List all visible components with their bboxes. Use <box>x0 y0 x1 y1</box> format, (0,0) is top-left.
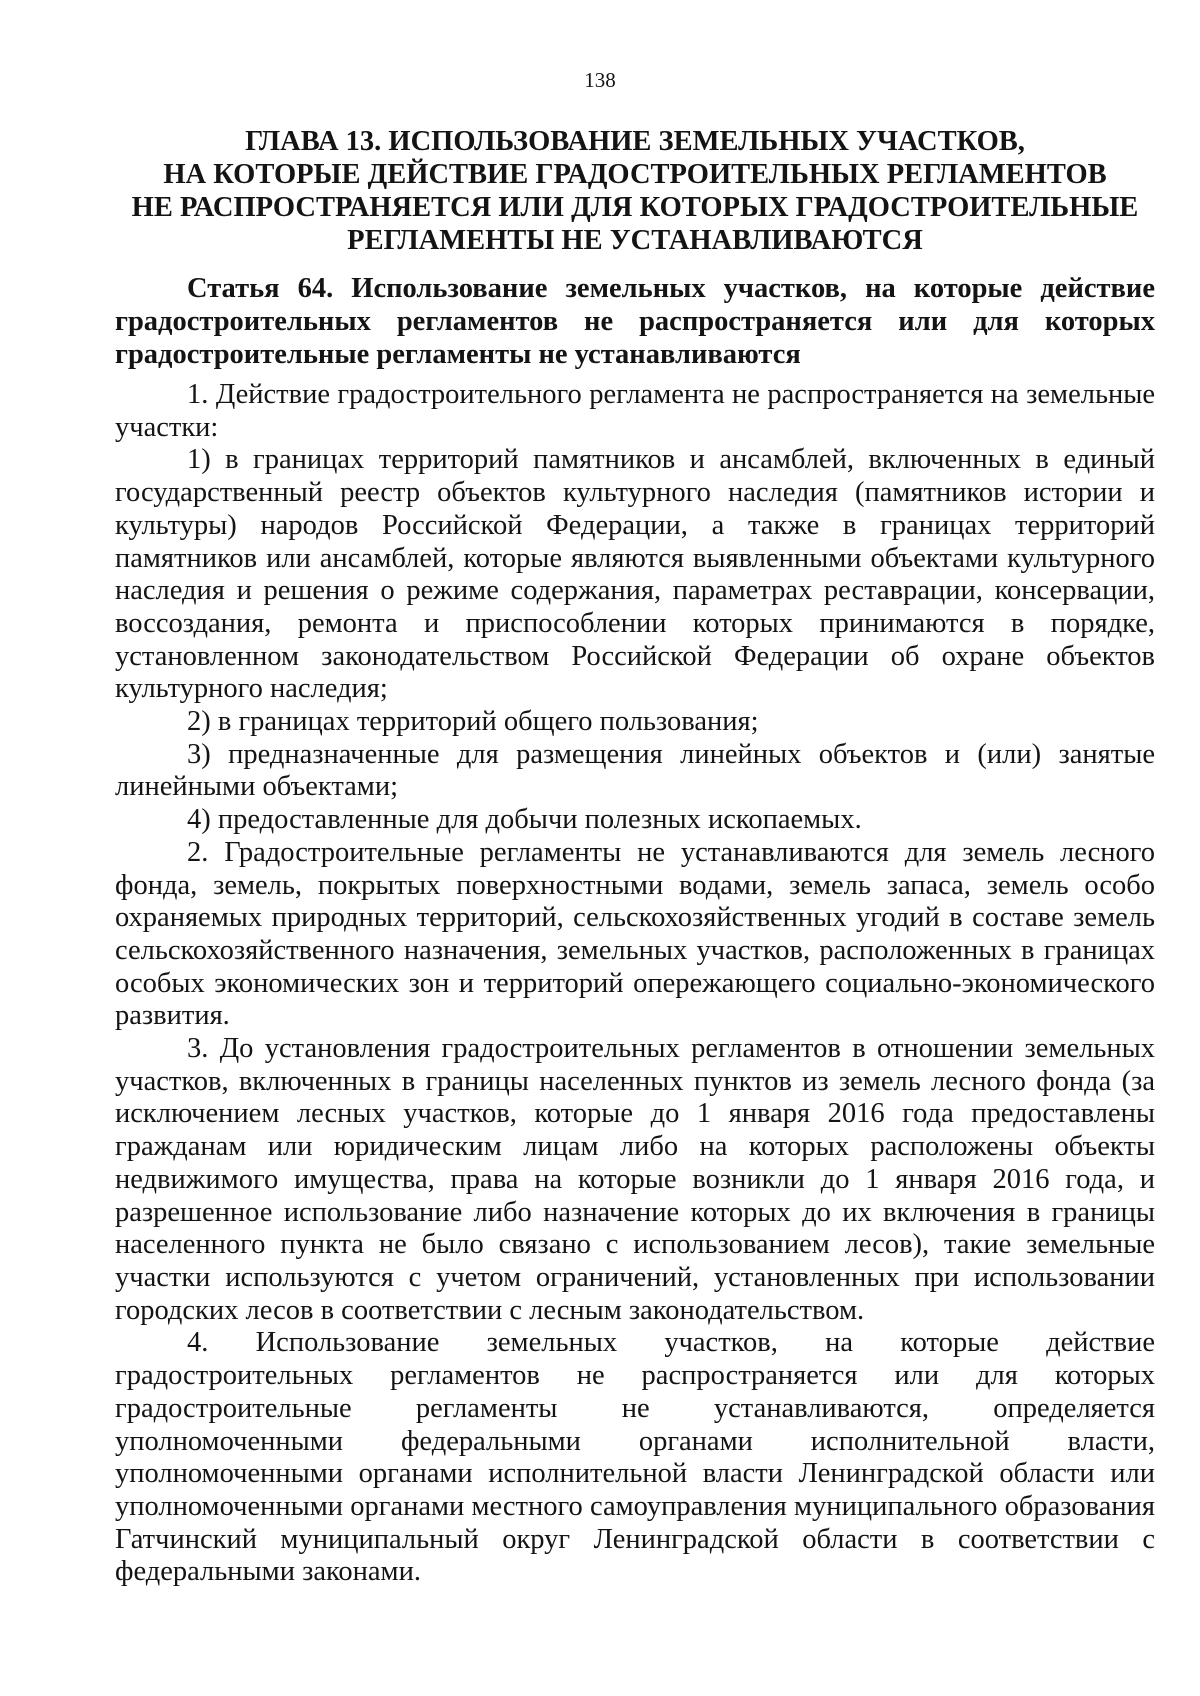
article-body <box>115 379 1155 1589</box>
paragraph-4: 4. Использование земельных участков, на которые действие градостроительных регламентов не распространяется или для которых градостроительные регламенты не устанавливаются, определяется уполномоченными федеральными органами исполнительной власти, уполномоченными органами исполнительной власти Ленинградской области или уполномоченными органами местного самоуправления муниципального образования Гатчинский муниципальный округ Ленинградской области в соответствии с федеральными законами. <box>115 1327 1155 1588</box>
page-number: 138 <box>584 68 616 92</box>
paragraph-1-item-3: 3) предназначенные для размещения линейных объектов и (или) занятые линейными объектами; <box>115 738 1155 803</box>
chapter-title-line: РЕГЛАМЕНТЫ НЕ УСТАНАВЛИВАЮТСЯ <box>347 225 923 256</box>
paragraph-3: 3. До установления градостроительных регламентов в отношении земельных участков, включенных в границы населенных пунктов из земель лесного фонда (за исключением лесных участков, которые до 1 января 2016 года предоставлены гражданам или юридическим лицам либо на которых расположены объекты недвижимого имущества, права на которые возникли до 1 января 2016 года, и разрешенное использование либо назначение которых до их включения в границы населенного пункта не было связано с использованием лесов), такие земельные участки используются с учетом ограничений, установленных при использовании городских лесов в соответствии с лесным законодательством. <box>115 1033 1155 1326</box>
paragraph-1: 1. Действие градостроительного регламента не распространяется на земельные участки: <box>115 379 1155 443</box>
paragraph-1-item-4: 4) предоставленные для добычи полезных ископаемых. <box>187 804 862 836</box>
paragraph-1-item-1: 1) в границах территорий памятников и ансамблей, включенных в единый государственный реестр объектов культурного наследия (памятников истории и культуры) народов Российской Федерации, а также в границах территорий памятников или ансамблей, которые являются выявленными объектами культурного наследия и решения о режиме содержания, параметрах реставрации, консервации, воссоздания, ремонта и приспособлении которых принимаются в порядке, установленном законодательством Российской Федерации об охране объектов культурного наследия; <box>115 444 1155 705</box>
paragraph-2: 2. Градостроительные регламенты не устанавливаются для земель лесного фонда, земель, покрытых поверхностными водами, земель запаса, земель особо охраняемых природных территорий, сельскохозяйственных угодий в составе земель сельскохозяйственного назначения, земельных участков, расположенных в границах особых экономических зон и территорий опережающего социально-экономического развития. <box>115 836 1155 1032</box>
paragraph-1-item-2: 2) в границах территорий общего пользования; <box>187 706 759 738</box>
chapter-title-line: НЕ РАСПРОСТРАНЯЕТСЯ ИЛИ ДЛЯ КОТОРЫХ ГРАДОСТРОИТЕЛЬНЫЕ <box>131 192 1139 223</box>
chapter-title-line: НА КОТОРЫЕ ДЕЙСТВИЕ ГРАДОСТРОИТЕЛЬНЫХ РЕГЛАМЕНТОВ <box>163 159 1107 190</box>
chapter-title-line: ГЛАВА 13. ИСПОЛЬЗОВАНИЕ ЗЕМЕЛЬНЫХ УЧАСТКОВ, <box>245 126 1025 157</box>
chapter-title <box>115 125 1155 257</box>
article-title: Статья 64. Использование земельных участков, на которые действие градостроительных регламентов не распространяется или для которых градостроительные регламенты не устанавливаются <box>115 273 1155 370</box>
